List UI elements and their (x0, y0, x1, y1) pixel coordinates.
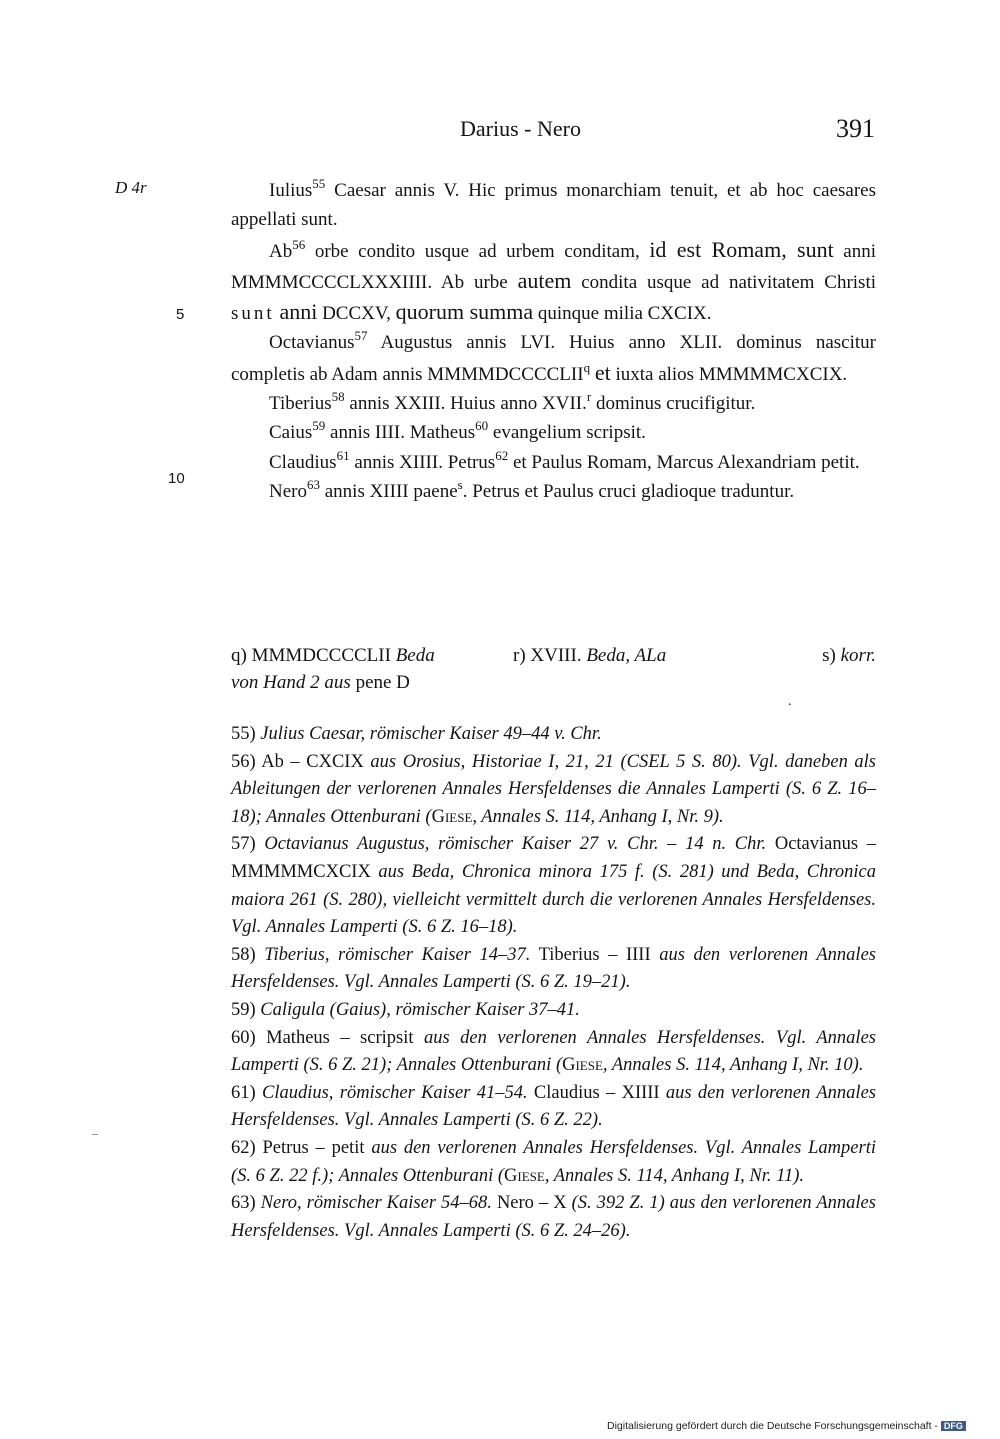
text: Iulius (269, 180, 313, 201)
apparatus-ref: s (457, 476, 463, 492)
apparatus-q (231, 642, 513, 669)
text: Ab – CXCIX (261, 751, 371, 772)
footnote-61 (231, 1080, 876, 1135)
line-number-5: 5 (176, 306, 185, 323)
text: condita usque ad nativitatem Christi (571, 271, 877, 293)
note-number: 56) (231, 751, 262, 772)
note-number: 55) (231, 724, 261, 744)
dfg-logo: DFG (941, 1421, 966, 1431)
text: DCCXV, (317, 303, 396, 325)
source: Beda, ALa (586, 645, 667, 666)
footnote-62 (231, 1135, 876, 1190)
footnote-ref: 60 (475, 418, 489, 434)
apparatus-ref: q (583, 359, 591, 375)
text: Claudius, römischer Kaiser 41–54. (261, 1082, 528, 1103)
note-number: 61) (231, 1082, 262, 1103)
text: aus den verlorenen Annales Hersfeldenses. Vgl. Annales Lamperti (S. 6 Z. 21); Annales Ottenburani ( (231, 1027, 876, 1076)
text: Nero – X (491, 1193, 572, 1214)
text: Octavianus (269, 332, 355, 354)
spaced-text: sunt (231, 303, 275, 325)
text: Nero, römischer Kaiser 54–68. (260, 1193, 492, 1214)
footnote-ref: 61 (336, 447, 350, 463)
text: q) MMMDCCCCLII (231, 645, 396, 666)
text: , Annales S. 114, Anhang I, Nr. 9). (472, 806, 724, 827)
main-text (231, 176, 876, 506)
text: . Petrus et Paulus cruci gladioque traduntur. (462, 480, 795, 502)
text: aus den verlorenen Annales Hersfeldenses. Vgl. Annales Lamperti (S. 6 Z. 22 f.); Annales Ottenburani ( (231, 1137, 876, 1186)
stray-mark: . (788, 694, 792, 709)
emphasized-text: quorum summa (395, 299, 534, 325)
source: Beda (395, 645, 435, 666)
emphasized-text: autem (517, 267, 572, 293)
scan-mark (92, 1134, 98, 1135)
footnote-63 (231, 1190, 876, 1245)
author-name: Giese (504, 1165, 545, 1186)
paragraph-octavianus (231, 328, 876, 389)
text: Tiberius, römischer Kaiser 14–37. (264, 944, 531, 965)
critical-apparatus (231, 642, 876, 696)
footer-text: Digitalisierung gefördert durch die Deutsche Forschungsgemeinschaft - (607, 1420, 938, 1432)
text: (S. 392 Z. 1) aus den verlorenen Annales Hersfeldenses. Vgl. Annales Lamperti (S. 6 Z. 24–26). (231, 1193, 876, 1241)
paragraph-iulius (231, 176, 876, 235)
footnote-57 (231, 831, 876, 941)
text: Claudius (269, 451, 337, 473)
folio-reference: D 4r (115, 178, 147, 197)
footnote-55 (231, 721, 876, 749)
text: Ab (269, 240, 293, 262)
apparatus-row (231, 642, 876, 669)
text: dominus crucifigitur. (591, 393, 756, 415)
note-number: 63) (231, 1193, 261, 1214)
text: r) XVIII. (513, 645, 587, 666)
line-number-10: 10 (168, 470, 185, 487)
text: annis XIIII paene (319, 480, 458, 502)
footnote-ref: 63 (306, 476, 320, 492)
note-number: 58) (231, 944, 265, 965)
footnotes (231, 721, 876, 1245)
text: et Paulus Romam, Marcus Alexandriam petit. (508, 451, 860, 473)
emphasized-text: et (594, 359, 611, 385)
footnote-58 (231, 942, 876, 997)
footnote-ref: 58 (331, 389, 345, 405)
text: s) (822, 645, 841, 666)
note-number: 60) (231, 1027, 267, 1048)
text: von Hand 2 aus (231, 672, 351, 693)
text: annis XXIII. Huius anno XVII. (344, 393, 587, 415)
text: iuxta alios MMMMMCXCIX. (610, 363, 848, 385)
text: aus Beda, Chronica minora 175 f. (S. 281) und Beda, Chronica maiora 261 (S. 280), vielleicht vermittelt durch die verlorenen Annales Hersfeldenses. Vgl. Annales Lamperti (S. 6 Z. 16–18). (231, 861, 876, 938)
digitization-footer (607, 1420, 966, 1432)
text: Matheus – scripsit (266, 1027, 424, 1048)
text: Tiberius – IIII (530, 944, 660, 965)
text: aus den verlorenen Annales Hersfeldenses. Vgl. Annales Lamperti (S. 6 Z. 19–21). (231, 944, 876, 993)
text: annis IIII. Matheus (325, 422, 476, 444)
paragraph-caius (231, 418, 876, 447)
footnote-ref: 56 (292, 236, 306, 252)
text: Julius Caesar, römischer Kaiser 49–44 v. Chr. (260, 724, 602, 744)
text: Augustus annis LVI. Huius anno XLII. dominus nascitur completis ab Adam annis MMMMDCCCCLII (231, 332, 876, 385)
text: evangelium scripsit. (488, 422, 646, 444)
source: korr. (840, 645, 876, 666)
footnote-ref: 59 (312, 418, 326, 434)
text: , Annales S. 114, Anhang I, Nr. 10). (602, 1055, 864, 1076)
text: quinque milia CXCIX. (533, 303, 712, 325)
text: aus den verlorenen Annales Hersfeldenses. Vgl. Annales Lamperti (S. 6 Z. 22). (231, 1082, 876, 1131)
footnote-59 (231, 997, 876, 1025)
text: Caligula (Gaius), römischer Kaiser 37–41. (260, 999, 580, 1020)
author-name: Giese (562, 1055, 603, 1076)
apparatus-r (513, 642, 776, 669)
paragraph-nero (231, 477, 876, 506)
text: Claudius – XIIII (527, 1082, 666, 1103)
footnote-56 (231, 749, 876, 832)
text: , Annales S. 114, Anhang I, Nr. 11). (544, 1165, 805, 1186)
text: anni MMMMCCCCLXXXIIII. Ab urbe (231, 240, 876, 293)
text: orbe condito usque ad urbem conditam, (305, 240, 650, 262)
paragraph-tiberius (231, 389, 876, 418)
text: Tiberius (269, 393, 332, 415)
text: Octavianus – MMMMMCXCIX (231, 834, 876, 882)
note-number: 62) (231, 1137, 263, 1158)
page-number: 391 (836, 114, 875, 143)
text: Caius (269, 422, 313, 444)
text: Nero (269, 480, 307, 502)
text: pene D (350, 672, 410, 693)
footnote-ref: 62 (495, 447, 509, 463)
footnote-ref: 55 (312, 176, 326, 191)
text: Caesar annis V. Hic primus monarchiam tenuit, et ab hoc caesares appellati sunt. (231, 180, 876, 231)
text: Octavianus Augustus, römischer Kaiser 27 v. Chr. – 14 n. Chr. (264, 834, 767, 855)
apparatus-continuation (231, 669, 876, 696)
emphasized-text: id est Romam, sunt (649, 236, 834, 262)
footnote-60 (231, 1025, 876, 1080)
emphasized-text: anni (279, 299, 318, 325)
note-number: 57) (231, 834, 265, 855)
note-number: 59) (231, 999, 261, 1020)
running-title: Darius - Nero (460, 116, 581, 141)
apparatus-s (776, 642, 876, 669)
text: aus Orosius, Historiae I, 21, 21 (CSEL 5 S. 80). Vgl. daneben als Ableitungen der verlorenen Annales Hersfeldenses die Annales Lamperti (S. 6 Z. 16–18); Annales Ottenburani ( (231, 751, 877, 827)
apparatus-ref: r (586, 389, 592, 405)
paragraph-ab-orbe (231, 235, 876, 329)
text: annis XIIII. Petrus (349, 451, 496, 473)
author-name: Giese (431, 806, 473, 827)
paragraph-claudius (231, 448, 876, 477)
text: Petrus – petit (262, 1137, 372, 1158)
footnote-ref: 57 (354, 328, 368, 344)
